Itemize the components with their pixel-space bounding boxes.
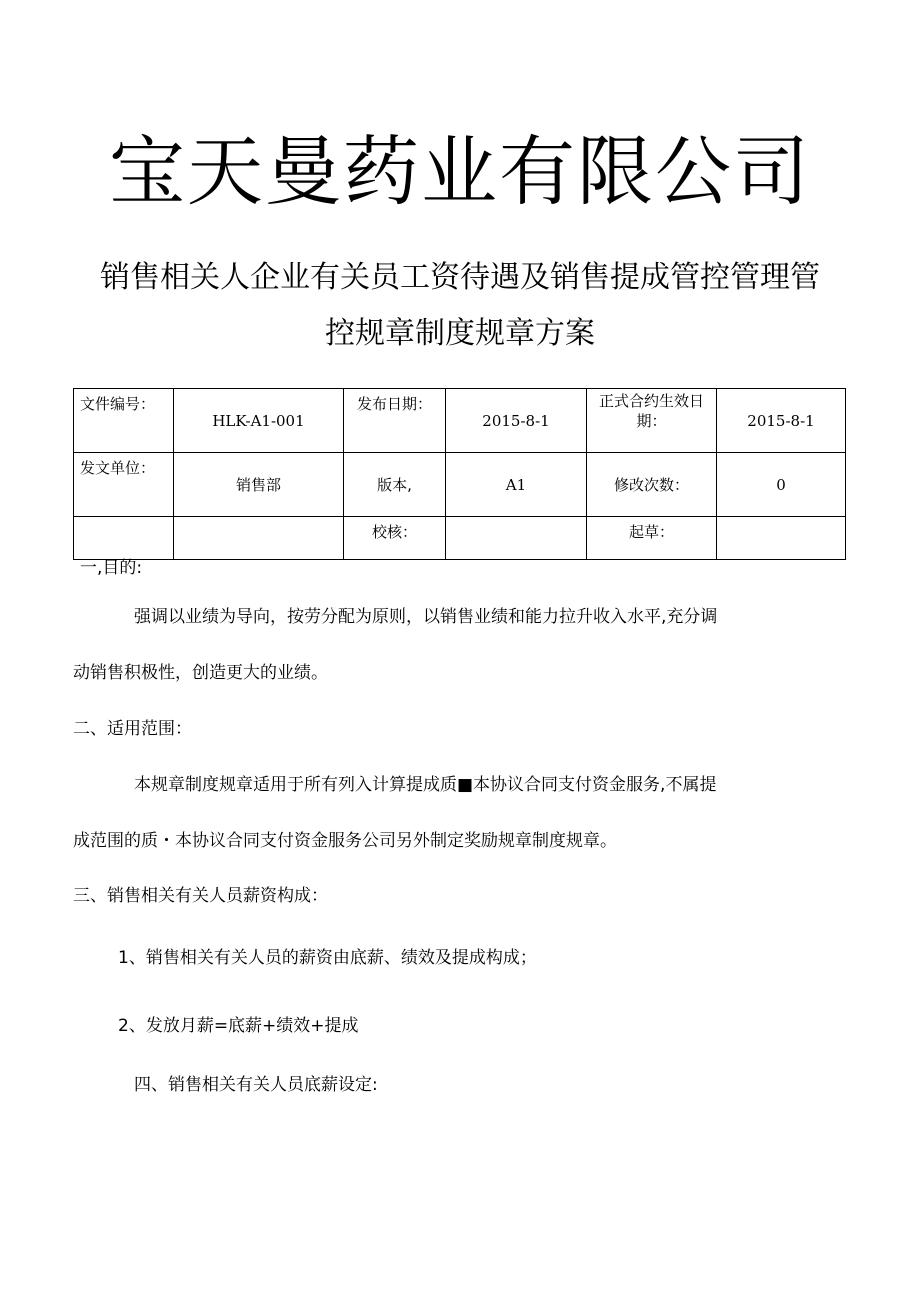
section-3-item-1: 1、销售相关有关人员的薪资由底薪、绩效及提成构成； [118,948,537,968]
document-title-line-1: 销售相关人企业有关员工资待遇及销售提成管控管理管 [100,260,820,295]
drafter-value [717,517,846,560]
company-name: 宝天曼药业有限公司 [109,127,811,216]
section-4-heading: 四、销售相关有关人员底薪设定: [134,1075,378,1095]
info-row-3 [74,517,846,560]
reviewer-value [446,517,587,560]
effective-date-value: 2015-8-1 [717,389,846,453]
publish-date-label: 发布日期： [344,389,446,453]
section-2-paragraph-line-1: 本规章制度规章适用于所有列入计算提成质■本协议合同支付资金服务,不属提 [134,775,717,795]
section-1-paragraph-line-2: 动销售积极性，创造更大的业绩。 [73,663,328,683]
document-title-line-2: 控规章制度规章方案 [325,316,595,351]
revision-count-label: 修改次数： [587,453,717,517]
document-info-table [73,388,846,560]
empty-cell [174,517,344,560]
version-value: A1 [446,453,587,517]
section-3-item-2: 2、发放月薪=底薪+绩效+提成 [118,1016,359,1036]
doc-number-label: 文件编号： [74,389,174,453]
document-title [70,250,850,362]
info-row-1 [74,389,846,453]
issuer-value: 销售部 [174,453,344,517]
section-2-heading: 二、适用范围： [73,719,192,739]
section-1-paragraph-line-1: 强调以业绩为导向，按劳分配为原则，以销售业绩和能力拉升收入水平,充分调 [134,607,718,627]
effective-date-label: 正式合约生效日期： [587,389,717,453]
section-3-heading: 三、销售相关有关人员薪资构成： [73,886,328,906]
info-row-2 [74,453,846,517]
section-2-paragraph-line-2: 成范围的质・本协议合同支付资金服务公司另外制定奖励规章制度规章。 [73,831,617,851]
issuer-label: 发文单位： [74,453,174,517]
revision-count-value: 0 [717,453,846,517]
doc-number-value: HLK-A1-001 [174,389,344,453]
reviewer-label: 校核： [344,517,446,560]
publish-date-value: 2015-8-1 [446,389,587,453]
version-label: 版本, [344,453,446,517]
drafter-label: 起草： [587,517,717,560]
section-1-heading: 一,目的: [80,558,143,578]
